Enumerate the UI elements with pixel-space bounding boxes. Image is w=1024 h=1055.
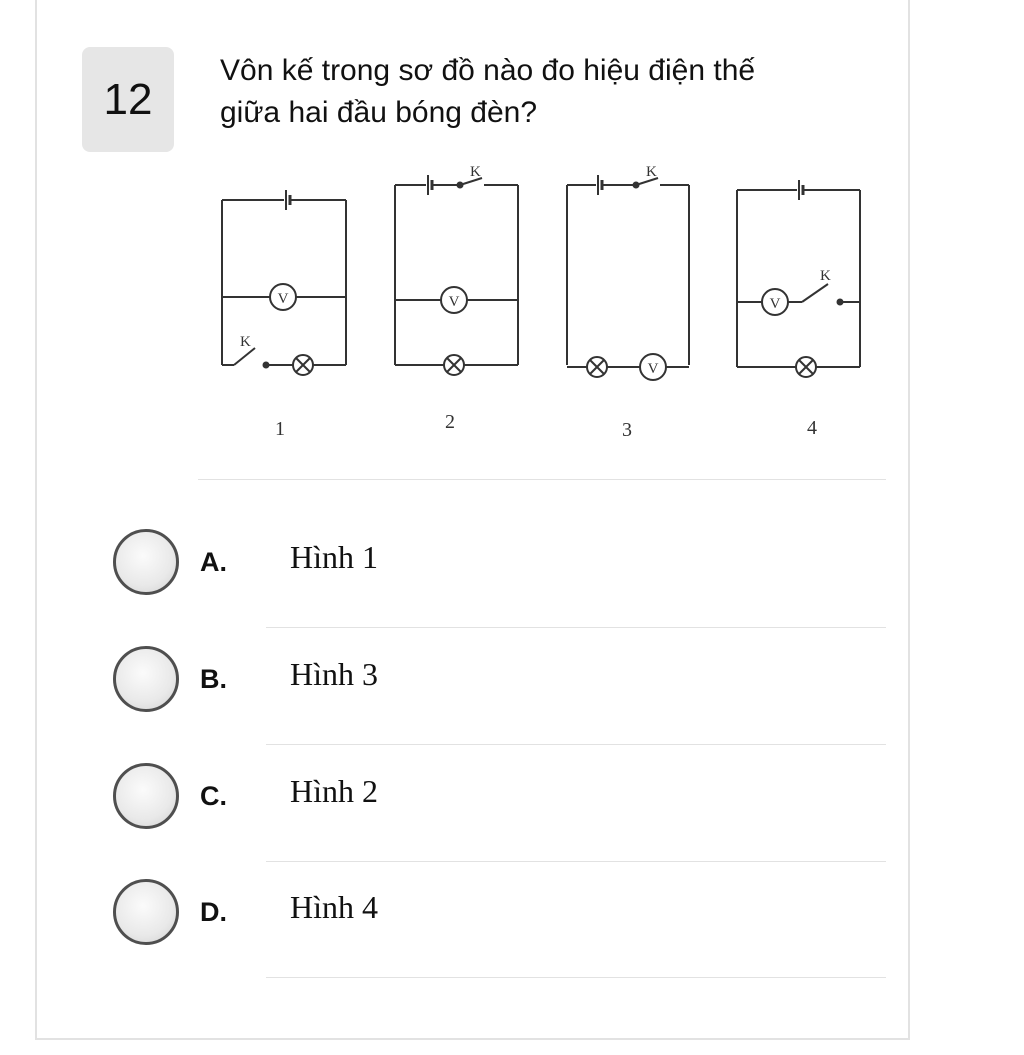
- option-b[interactable]: [110, 638, 900, 718]
- switch-label: K: [470, 164, 481, 180]
- circuit-diagrams-svg: [200, 160, 880, 450]
- figure-label-2: 2: [445, 411, 455, 433]
- option-divider: [266, 861, 886, 862]
- figure-label-4: 4: [807, 417, 817, 439]
- circuit-1: [222, 190, 346, 375]
- option-c[interactable]: [110, 755, 900, 835]
- circuit-4: [737, 180, 860, 377]
- question-number: 12: [82, 47, 174, 152]
- question-text-line-1: Vôn kế trong sơ đồ nào đo hiệu điện thế: [220, 54, 756, 87]
- option-letter: B.: [200, 664, 227, 694]
- voltmeter-label: V: [647, 361, 659, 377]
- option-text: Hình 4: [290, 889, 378, 925]
- option-letter: D.: [200, 897, 227, 927]
- circuit-diagrams: [200, 160, 880, 450]
- option-text: Hình 2: [290, 773, 378, 809]
- switch-label: K: [240, 334, 251, 350]
- switch-label: K: [646, 164, 657, 180]
- option-divider: [266, 744, 886, 745]
- switch-label: K: [820, 268, 831, 284]
- option-d[interactable]: [110, 871, 900, 951]
- circuit-2: [395, 164, 518, 375]
- figure-label-3: 3: [622, 419, 632, 441]
- option-divider: [266, 977, 886, 978]
- divider: [198, 479, 886, 480]
- radio-button-a[interactable]: [113, 529, 179, 595]
- radio-button-c[interactable]: [113, 763, 179, 829]
- question-text: [220, 50, 880, 134]
- option-text: Hình 1: [290, 539, 378, 575]
- radio-button-d[interactable]: [113, 879, 179, 945]
- option-divider: [266, 627, 886, 628]
- voltmeter-label: V: [448, 294, 460, 310]
- voltmeter-label: V: [277, 291, 289, 307]
- question-text-line-2: giữa hai đầu bóng đèn?: [220, 96, 538, 129]
- option-text: Hình 3: [290, 656, 378, 692]
- option-a[interactable]: [110, 521, 900, 601]
- option-letter: A.: [200, 547, 227, 577]
- figure-label-1: 1: [275, 418, 285, 440]
- option-letter: C.: [200, 781, 227, 811]
- voltmeter-label: V: [769, 296, 781, 312]
- radio-button-b[interactable]: [113, 646, 179, 712]
- circuit-3: [567, 164, 689, 380]
